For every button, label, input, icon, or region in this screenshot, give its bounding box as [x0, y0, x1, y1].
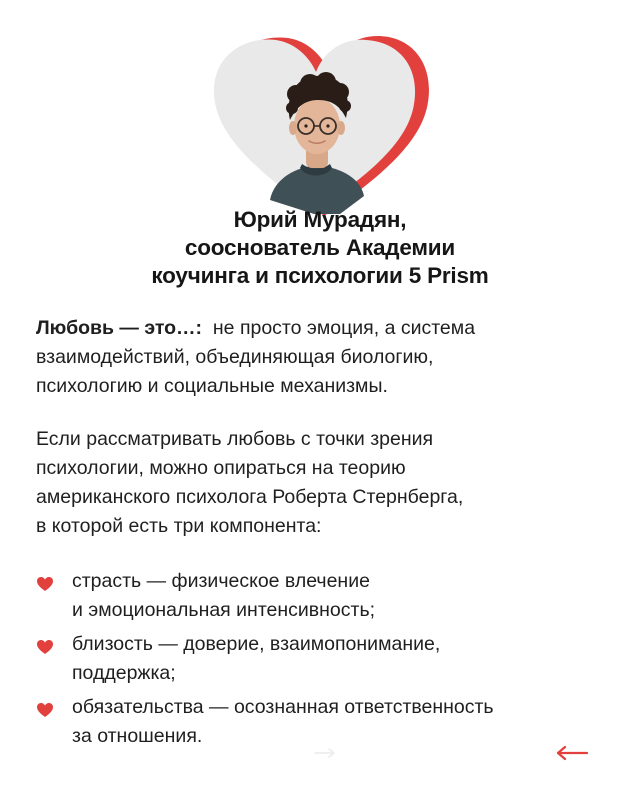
intro-text-2: взаимодействий, объединяющая биологию, — [36, 346, 434, 368]
list-item — [36, 630, 616, 688]
author-role-line2: коучинга и психологии 5 Prism — [151, 263, 489, 288]
heart-icon — [36, 702, 54, 718]
intro-paragraph — [36, 314, 616, 401]
intro-text-1: не просто эмоция, а система — [212, 317, 476, 339]
theory-text-4: в которой есть три компонента: — [36, 515, 322, 537]
component-passion-1: страсть — физическое влечение — [72, 570, 370, 592]
intro-lead: Любовь — это…: — [36, 317, 203, 339]
arrow-left-icon[interactable] — [556, 745, 588, 761]
heart-photo-svg — [200, 28, 440, 224]
heart-icon — [36, 576, 54, 592]
arrow-right-icon — [314, 748, 336, 758]
author-role-line1: сооснователь Академии — [184, 235, 456, 260]
theory-text-2: психологии, можно опираться на теорию — [36, 457, 406, 479]
portrait-heart-frame — [200, 28, 440, 224]
intro-text-3: психологию и социальные механизмы. — [36, 375, 388, 397]
article-body — [36, 314, 616, 756]
heart-icon — [36, 639, 54, 655]
list-item — [36, 693, 616, 751]
component-intimacy-1: близость — доверие, взаимопонимание, — [72, 633, 441, 655]
theory-paragraph — [36, 425, 616, 541]
component-intimacy-2: поддержка; — [72, 662, 176, 684]
author-name: Юрий Мурадян, — [233, 207, 407, 232]
theory-text-1: Если рассматривать любовь с точки зрения — [36, 428, 434, 450]
theory-text-3: американского психолога Роберта Стернберга, — [36, 486, 464, 508]
list-item — [36, 567, 616, 625]
intro-line — [36, 317, 475, 339]
author-caption — [0, 206, 640, 290]
components-list — [36, 567, 616, 751]
component-commitment-1: обязательства — осознанная ответственность — [72, 696, 494, 718]
component-passion-2: и эмоциональная интенсивность; — [72, 599, 376, 621]
component-commitment-2: за отношения. — [72, 725, 203, 747]
